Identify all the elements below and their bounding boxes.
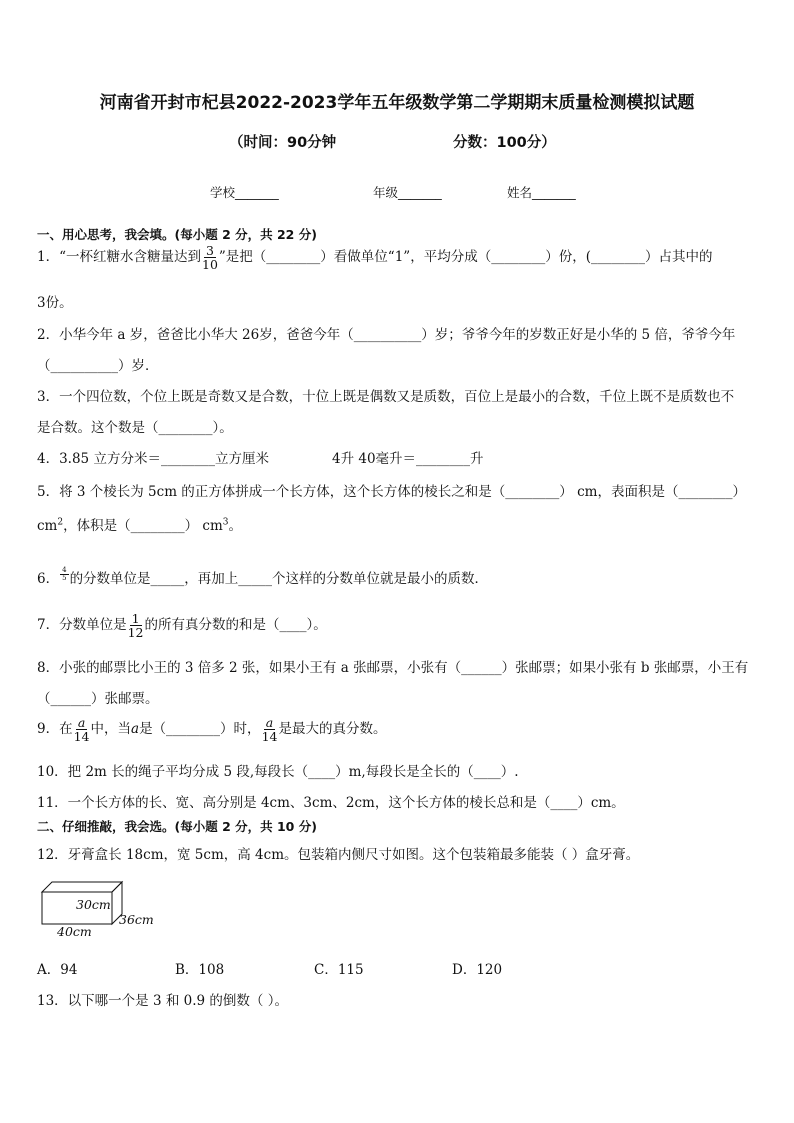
q9-prefix: 9．在 <box>37 721 73 737</box>
exam-score: 分数：100分） <box>453 135 556 151</box>
question-8-line-1: 8．小张的邮票比小王的 3 倍多 2 张，如果小王有 a 张邮票，小张有（______）张邮票；如果小张有 b 张邮票，小王有 <box>37 660 749 676</box>
question-10: 10．把 2m 长的绳子平均分成 5 段,每段长（____）m,每段长是全长的（____）. <box>37 764 519 780</box>
fraction-denominator: 12 <box>127 625 144 640</box>
box-top-face <box>42 882 122 892</box>
exam-time: （时间：90分钟 <box>229 135 337 151</box>
question-2-line-2: （__________）岁． <box>37 358 159 374</box>
q5-volume-text: ，体积是（________） cm <box>63 518 223 534</box>
q9-middle-2: 是（________）时， <box>139 721 261 737</box>
q7-suffix: 的所有真分数的和是（____）。 <box>144 617 327 633</box>
q5-end: 。 <box>228 518 242 534</box>
fraction-numerator: a <box>265 715 274 730</box>
fraction-numerator: 3 <box>205 243 214 258</box>
question-13: 13．以下哪一个是 3 和 0.9 的倒数（ ）。 <box>37 993 288 1009</box>
q6-text: 的分数单位是_____，再加上_____个这样的分数单位就是最小的质数． <box>69 571 489 587</box>
question-4-part-1: 4．3.85 立方分米＝________立方厘米 <box>37 451 269 467</box>
q1-continuation: 3份。 <box>37 295 73 311</box>
q1-suffix: ”是把（________）看做单位“1”，平均分成（________）份，(________）占其中的 <box>218 249 713 265</box>
fraction-denominator: 14 <box>261 729 278 744</box>
q9-suffix: 是最大的真分数。 <box>278 721 387 737</box>
fraction-a-14 <box>74 716 90 743</box>
fraction-a-14-second <box>262 716 278 743</box>
fraction-numerator: a <box>77 715 86 730</box>
fraction-numerator: 1 <box>131 611 140 626</box>
q6-prefix: 6． <box>37 571 60 587</box>
question-9 <box>37 716 386 743</box>
fraction-1-12 <box>128 612 144 639</box>
question-5-line-1: 5．将 3 个棱长为 5cm 的正方体拼成一个长方体，这个长方体的棱长之和是（________） cm，表面积是（________） <box>37 484 746 500</box>
question-3-line-2: 是合数。这个数是（________）。 <box>37 420 233 436</box>
question-6 <box>37 567 488 587</box>
question-12: 12．牙膏盒长 18cm，宽 5cm，高 4cm。包装箱内侧尺寸如图。这个包装箱最多能装（ ）盒牙膏。 <box>37 847 640 863</box>
superscript-3: 3 <box>222 517 229 528</box>
section-1-heading: 一、用心思考，我会填。(每小题 2 分，共 22 分) <box>37 227 317 242</box>
tiny-denominator: 5 <box>62 574 67 582</box>
question-5-line-2 <box>37 514 242 534</box>
question-8-line-2: （______）张邮票。 <box>37 691 159 707</box>
question-1 <box>37 244 712 271</box>
fraction-3-10 <box>202 244 218 271</box>
dim-width-label: 30cm <box>76 897 111 912</box>
option-d: D．120 <box>452 962 503 978</box>
question-2-line-1: 2．小华今年 a 岁，爸爸比小华大 26岁，爸爸今年（__________）岁；爷爷今年的岁数正好是小华的 5 倍，爷爷今年 <box>37 327 736 343</box>
option-a: A．94 <box>37 962 78 978</box>
option-c: C．115 <box>314 962 364 978</box>
question-7 <box>37 612 327 639</box>
name-field: 姓名_______ <box>507 185 576 200</box>
fraction-denominator: 10 <box>202 257 218 272</box>
page-title: 河南省开封市杞县2022-2023学年五年级数学第二学期期末质量检测模拟试题 <box>99 93 695 113</box>
tiny-fraction-4-5 <box>60 567 68 582</box>
question-11: 11．一个长方体的长、宽、高分别是 4cm、3cm、2cm，这个长方体的棱长总和是（____）cm。 <box>37 795 625 811</box>
school-field: 学校_______ <box>210 185 279 200</box>
unit-cm: cm <box>37 518 58 534</box>
dim-height-label: 36cm <box>119 912 154 927</box>
section-2-heading: 二、仔细推敲，我会选。(每小题 2 分，共 10 分) <box>37 819 317 834</box>
superscript-2: 2 <box>57 517 64 528</box>
q1-prefix: 1．“一杯红糖水含糖量达到 <box>37 249 201 265</box>
question-3-line-1: 3．一个四位数，个位上既是奇数又是合数，十位上既是偶数又是质数，百位上是最小的合数，千位上既不是质数也不 <box>37 389 735 405</box>
fraction-denominator: 14 <box>73 729 90 744</box>
dim-length-label: 40cm <box>57 924 92 939</box>
q9-middle: 中，当 <box>90 721 131 737</box>
option-b: B．108 <box>175 962 225 978</box>
q7-prefix: 7．分数单位是 <box>37 617 127 633</box>
tiny-numerator: 4 <box>62 566 67 574</box>
question-4-part-2: 4升 40毫升＝________升 <box>332 451 484 467</box>
variable-a: a <box>131 721 140 737</box>
grade-field: 年级_______ <box>373 185 442 200</box>
